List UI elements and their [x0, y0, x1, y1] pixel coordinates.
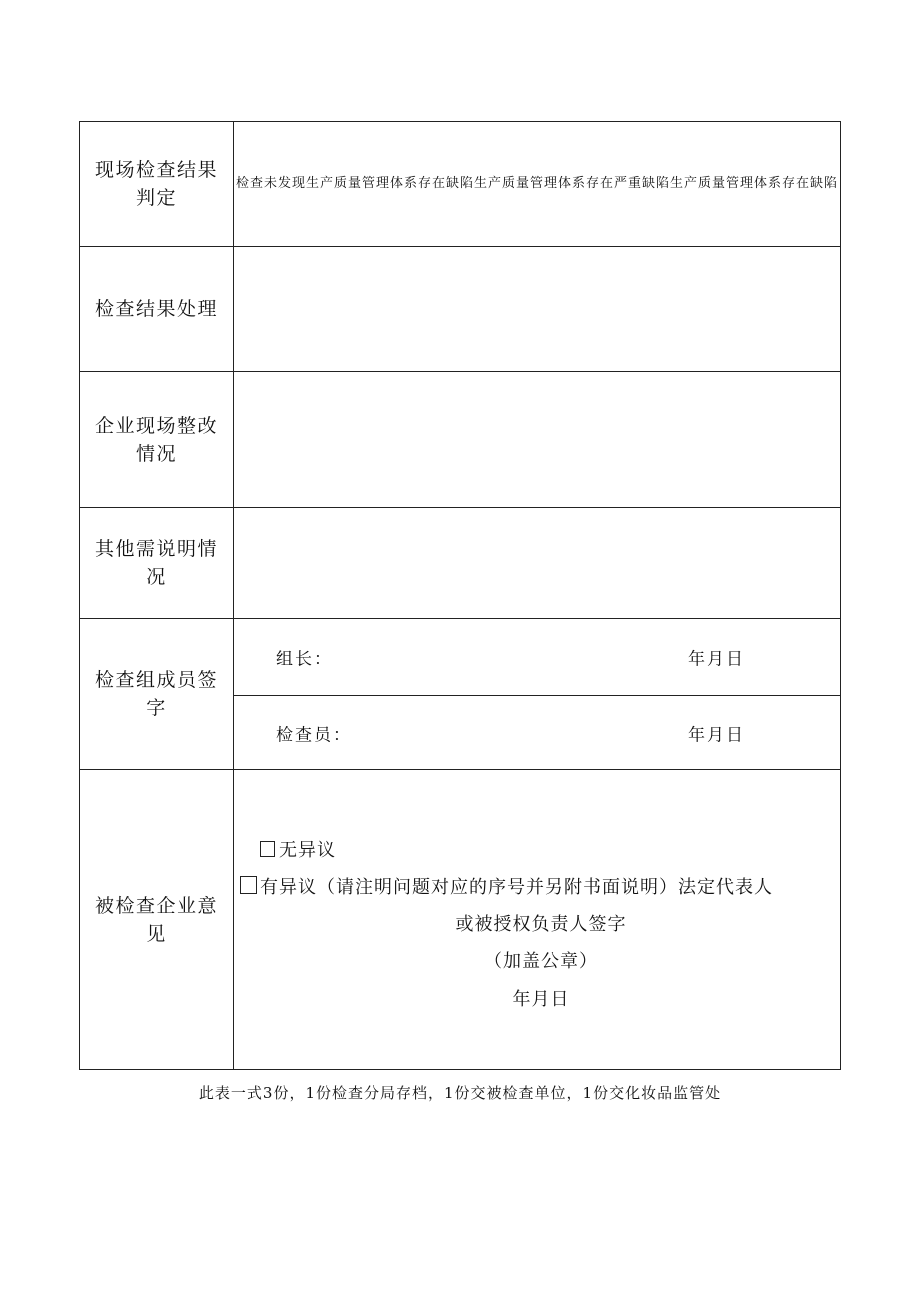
- row-result-handling: [80, 247, 841, 372]
- has-objection-label: 有异议（请注明问题对应的序号并另附书面说明）法定代表人: [260, 877, 773, 898]
- checkbox-has-objection[interactable]: [240, 876, 257, 894]
- no-objection-label: 无异议: [279, 840, 336, 861]
- opinion-date: 年月日: [512, 989, 570, 1010]
- inspector-label: 检查员：: [276, 725, 352, 745]
- seal-line: （加盖公章）: [484, 951, 598, 972]
- option-no-objection[interactable]: [260, 832, 336, 869]
- row-rectification: [80, 372, 841, 508]
- leader-signature-field[interactable]: [234, 619, 841, 696]
- leader-label: 组长：: [276, 649, 333, 670]
- option-has-objection[interactable]: [240, 869, 773, 906]
- label-rectification: 企业现场整改情况: [80, 372, 234, 508]
- result-handling-field[interactable]: [234, 247, 841, 372]
- row-team-leader: [80, 619, 841, 696]
- signer-line: 或被授权负责人签字: [455, 914, 627, 935]
- row-result-judgment: [80, 122, 841, 247]
- checkbox-no-objection[interactable]: [260, 841, 275, 857]
- inspector-signature-field[interactable]: [234, 696, 841, 770]
- inspector-date: 年月日: [688, 725, 745, 745]
- label-result-handling: 检查结果处理: [80, 247, 234, 372]
- leader-date: 年月日: [688, 649, 745, 670]
- label-other-notes: 其他需说明情况: [80, 508, 234, 619]
- rectification-field[interactable]: [234, 372, 841, 508]
- result-judgment-content: 检查未发现生产质量管理体系存在缺陷生产质量管理体系存在严重缺陷生产质量管理体系存在缺陷: [234, 122, 841, 247]
- label-result-judgment: 现场检查结果判定: [80, 122, 234, 247]
- row-other-notes: [80, 508, 841, 619]
- inspection-form-table: [79, 121, 841, 1070]
- label-company-opinion: 被检查企业意见: [80, 770, 234, 1070]
- row-company-opinion: [80, 770, 841, 1070]
- other-notes-field[interactable]: [234, 508, 841, 619]
- company-opinion-field: [234, 770, 841, 1070]
- label-team-signature: 检查组成员签字: [80, 619, 234, 770]
- form-footnote: 此表一式3份，1份检查分局存档，1份交被检查单位，1份交化妆品监管处: [198, 1084, 722, 1102]
